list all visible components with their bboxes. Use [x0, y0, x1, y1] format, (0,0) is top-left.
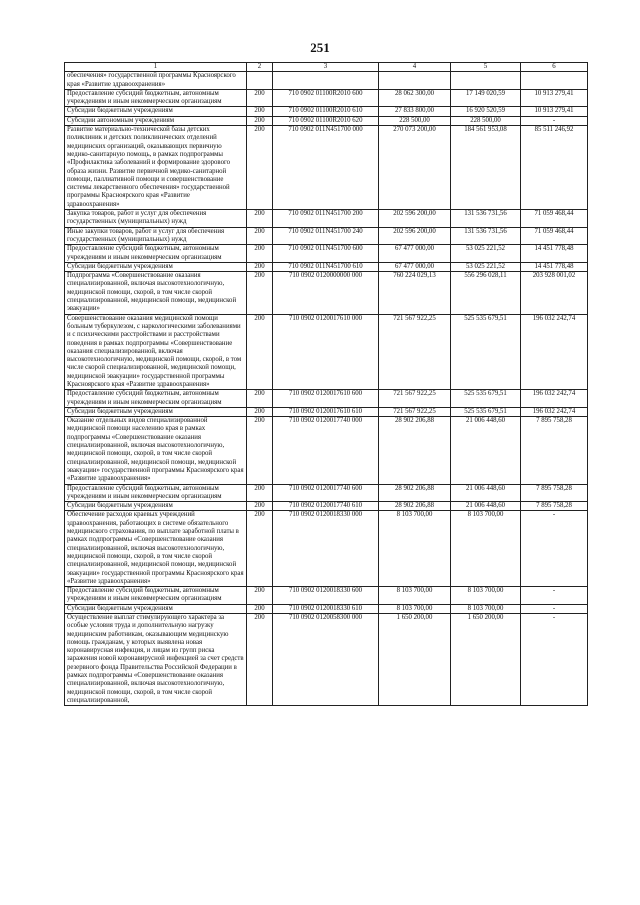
table-row — [65, 89, 588, 107]
row-remaining-amount — [521, 72, 588, 90]
row-code: 200 — [247, 227, 273, 245]
row-classification: 710 0902 0120017610 000 — [273, 314, 379, 390]
row-classification: 710 0902 011N451700 610 — [273, 262, 379, 271]
row-name: Субсидии бюджетным учреждениям — [65, 107, 247, 116]
row-code: 200 — [247, 407, 273, 416]
row-classification — [273, 72, 379, 90]
row-executed-amount: 525 535 679,51 — [451, 390, 521, 408]
row-planned-amount: 202 596 200,00 — [379, 210, 451, 228]
row-name: Предоставление субсидий бюджетным, автономным учреждениям и иным некоммерческим организациям — [65, 587, 247, 605]
column-header: 5 — [451, 63, 521, 72]
row-planned-amount — [379, 72, 451, 90]
row-remaining-amount: 10 913 279,41 — [521, 89, 588, 107]
row-code: 200 — [247, 604, 273, 613]
row-classification: 710 0902 011N451700 200 — [273, 210, 379, 228]
row-name: Субсидии бюджетным учреждениям — [65, 262, 247, 271]
row-code: 200 — [247, 502, 273, 511]
row-name: Предоставление субсидий бюджетным, автономным учреждениям и иным некоммерческим организациям — [65, 484, 247, 502]
row-code: 200 — [247, 89, 273, 107]
row-planned-amount: 8 103 700,00 — [379, 511, 451, 587]
column-header: 1 — [65, 63, 247, 72]
budget-table — [64, 62, 588, 706]
row-classification: 710 0902 0120018330 610 — [273, 604, 379, 613]
row-classification: 710 0902 0120017610 600 — [273, 390, 379, 408]
row-remaining-amount: 14 451 778,48 — [521, 245, 588, 263]
row-code: 200 — [247, 587, 273, 605]
row-code: 200 — [247, 245, 273, 263]
row-remaining-amount: - — [521, 604, 588, 613]
row-name: Предоставление субсидий бюджетным, автономным учреждениям и иным некоммерческим организациям — [65, 89, 247, 107]
table-row — [65, 407, 588, 416]
row-classification: 710 0902 01100R2010 610 — [273, 107, 379, 116]
row-planned-amount: 228 500,00 — [379, 116, 451, 125]
row-code: 200 — [247, 262, 273, 271]
row-planned-amount: 67 477 000,00 — [379, 262, 451, 271]
row-planned-amount: 8 103 700,00 — [379, 604, 451, 613]
row-remaining-amount: - — [521, 511, 588, 587]
row-planned-amount: 67 477 000,00 — [379, 245, 451, 263]
row-executed-amount — [451, 72, 521, 90]
table-row — [65, 417, 588, 484]
row-executed-amount: 131 536 731,56 — [451, 227, 521, 245]
row-remaining-amount: 196 032 242,74 — [521, 407, 588, 416]
table-row — [65, 502, 588, 511]
row-name: Субсидии бюджетным учреждениям — [65, 407, 247, 416]
row-planned-amount: 721 567 922,25 — [379, 390, 451, 408]
table-row — [65, 126, 588, 210]
row-code: 200 — [247, 511, 273, 587]
row-executed-amount: 184 561 953,08 — [451, 126, 521, 210]
row-code: 200 — [247, 614, 273, 706]
row-code: 200 — [247, 314, 273, 390]
row-code: 200 — [247, 390, 273, 408]
table-row — [65, 587, 588, 605]
row-remaining-amount: 196 032 242,74 — [521, 314, 588, 390]
row-remaining-amount: 71 059 468,44 — [521, 210, 588, 228]
row-planned-amount: 202 596 200,00 — [379, 227, 451, 245]
row-remaining-amount: 203 928 001,02 — [521, 272, 588, 314]
row-classification: 710 0902 0120000000 000 — [273, 272, 379, 314]
row-code: 200 — [247, 116, 273, 125]
row-executed-amount: 8 103 700,00 — [451, 511, 521, 587]
row-remaining-amount: 7 895 758,28 — [521, 417, 588, 484]
row-planned-amount: 721 567 922,25 — [379, 407, 451, 416]
row-classification: 710 0902 011N451700 240 — [273, 227, 379, 245]
row-classification: 710 0902 011N451700 000 — [273, 126, 379, 210]
row-name: Развитие материально-технической базы детских поликлиник и детских поликлинических отделений медицинских организаций, оказывающих первичную медико-санитарную помощь, в рамках подпрограммы «Профилактика заболеваний и формирование здорового образа жизни. Развитие первичной медико-санитарной помощи, паллиативной помощи и совершенствование системы лекарственного обеспечения» государственной программы Красноярского края «Развитие здравоохранения» — [65, 126, 247, 210]
row-planned-amount: 28 062 300,00 — [379, 89, 451, 107]
row-classification: 710 0902 0120058300 000 — [273, 614, 379, 706]
table-row — [65, 314, 588, 390]
row-name: Оказание отдельных видов специализированной медицинской помощи населению края в рамках подпрограммы «Совершенствование оказания специализированной, включая высокотехнологичную, медицинской помощи, скорой, в том числе скорой специализированной, медицинской помощи, медицинской эвакуации» государственной программы Красноярского края «Развитие здравоохранения» — [65, 417, 247, 484]
table-row — [65, 390, 588, 408]
table-row — [65, 262, 588, 271]
table-row — [65, 116, 588, 125]
column-header: 6 — [521, 63, 588, 72]
row-planned-amount: 27 833 800,00 — [379, 107, 451, 116]
row-classification: 710 0902 01100R2010 620 — [273, 116, 379, 125]
row-name: обеспечения» государственной программы Красноярского края «Развитие здравоохранения» — [65, 72, 247, 90]
row-executed-amount: 8 103 700,00 — [451, 604, 521, 613]
row-classification: 710 0902 0120017610 610 — [273, 407, 379, 416]
page-number: 251 — [310, 40, 330, 55]
row-executed-amount: 8 103 700,00 — [451, 587, 521, 605]
table-row — [65, 511, 588, 587]
row-code: 200 — [247, 272, 273, 314]
row-remaining-amount: 196 032 242,74 — [521, 390, 588, 408]
row-remaining-amount: 85 511 246,92 — [521, 126, 588, 210]
row-classification: 710 0902 0120017740 600 — [273, 484, 379, 502]
row-remaining-amount: 10 913 279,41 — [521, 107, 588, 116]
row-executed-amount: 556 296 028,11 — [451, 272, 521, 314]
row-name: Подпрограмма «Совершенствование оказания специализированной, включая высокотехнологичную, медицинской помощи, скорой, в том числе скорой специализированной, медицинской помощи, медицинской эвакуации» — [65, 272, 247, 314]
row-classification: 710 0902 01100R2010 600 — [273, 89, 379, 107]
row-planned-amount: 8 103 700,00 — [379, 587, 451, 605]
row-name: Иные закупки товаров, работ и услуг для обеспечения государственных (муниципальных) нужд — [65, 227, 247, 245]
row-remaining-amount: - — [521, 587, 588, 605]
row-remaining-amount: - — [521, 116, 588, 125]
row-executed-amount: 21 006 448,60 — [451, 484, 521, 502]
row-planned-amount: 1 650 200,00 — [379, 614, 451, 706]
row-code: 200 — [247, 126, 273, 210]
row-executed-amount: 131 536 731,56 — [451, 210, 521, 228]
row-remaining-amount: 71 059 468,44 — [521, 227, 588, 245]
row-classification: 710 0902 0120017740 610 — [273, 502, 379, 511]
column-header: 3 — [273, 63, 379, 72]
table-row — [65, 245, 588, 263]
row-remaining-amount: 7 895 758,28 — [521, 502, 588, 511]
table-row — [65, 604, 588, 613]
row-code: 200 — [247, 484, 273, 502]
row-planned-amount: 28 902 206,88 — [379, 502, 451, 511]
row-code — [247, 72, 273, 90]
row-executed-amount: 228 500,00 — [451, 116, 521, 125]
row-code: 200 — [247, 107, 273, 116]
row-name: Субсидии бюджетным учреждениям — [65, 502, 247, 511]
row-remaining-amount: 14 451 778,48 — [521, 262, 588, 271]
row-planned-amount: 28 902 206,88 — [379, 417, 451, 484]
table-row — [65, 614, 588, 706]
row-executed-amount: 525 535 679,51 — [451, 314, 521, 390]
table-header-row — [65, 63, 588, 72]
table-row — [65, 272, 588, 314]
row-planned-amount: 721 567 922,25 — [379, 314, 451, 390]
row-executed-amount: 1 650 200,00 — [451, 614, 521, 706]
table-row — [65, 210, 588, 228]
table-row — [65, 107, 588, 116]
row-name: Совершенствование оказания медицинской помощи больным туберкулезом, с наркологическими заболеваниями и с психическими расстройствами и расстройствами поведения в рамках подпрограммы «Совершенствование оказания специализированной, включая высокотехнологичную, медицинской помощи, скорой, в том числе скорой специализированной, медицинской помощи, медицинской эвакуации» государственной программы Красноярского края «Развитие здравоохранения» — [65, 314, 247, 390]
row-name: Обеспечение расходов краевых учреждений здравоохранения, работающих в системе обязательного медицинского страхования, по выплате заработной платы в рамках подпрограммы «Совершенствование оказания специализированной, включая высокотехнологичную, медицинской помощи, скорой, в том числе скорой специализированной, медицинской помощи, медицинской эвакуации» государственной программы Красноярского края «Развитие здравоохранения» — [65, 511, 247, 587]
row-executed-amount: 53 025 221,52 — [451, 245, 521, 263]
row-executed-amount: 525 535 679,51 — [451, 407, 521, 416]
row-executed-amount: 16 920 520,59 — [451, 107, 521, 116]
row-planned-amount: 28 902 206,88 — [379, 484, 451, 502]
row-executed-amount: 17 149 020,59 — [451, 89, 521, 107]
row-executed-amount: 53 025 221,52 — [451, 262, 521, 271]
row-remaining-amount: 7 895 758,28 — [521, 484, 588, 502]
row-classification: 710 0902 0120018330 600 — [273, 587, 379, 605]
row-executed-amount: 21 006 448,60 — [451, 417, 521, 484]
row-name: Закупка товаров, работ и услуг для обеспечения государственных (муниципальных) нужд — [65, 210, 247, 228]
row-name: Предоставление субсидий бюджетным, автономным учреждениям и иным некоммерческим организациям — [65, 245, 247, 263]
row-name: Осуществление выплат стимулирующего характера за особые условия труда и дополнительную нагрузку медицинским работникам, оказывающим медицинскую помощь гражданам, у которых выявлена новая коронавирусная инфекция, и лицам из групп риска заражения новой коронавирусной инфекцией за счет средств резервного фонда Правительства Российской Федерации в рамках подпрограммы «Совершенствование оказания специализированной, включая высокотехнологичную, медицинской помощи, скорой, в том числе скорой специализированной, — [65, 614, 247, 706]
row-executed-amount: 21 006 448,60 — [451, 502, 521, 511]
row-classification: 710 0902 0120017740 000 — [273, 417, 379, 484]
table-row — [65, 227, 588, 245]
row-planned-amount: 270 073 200,00 — [379, 126, 451, 210]
row-code: 200 — [247, 417, 273, 484]
row-name: Субсидии автономным учреждениям — [65, 116, 247, 125]
row-name: Предоставление субсидий бюджетным, автономным учреждениям и иным некоммерческим организациям — [65, 390, 247, 408]
row-planned-amount: 760 224 029,13 — [379, 272, 451, 314]
table-row — [65, 72, 588, 90]
row-classification: 710 0902 011N451700 600 — [273, 245, 379, 263]
column-header: 2 — [247, 63, 273, 72]
row-classification: 710 0902 0120018330 000 — [273, 511, 379, 587]
row-name: Субсидии бюджетным учреждениям — [65, 604, 247, 613]
row-remaining-amount: - — [521, 614, 588, 706]
row-code: 200 — [247, 210, 273, 228]
table-row — [65, 484, 588, 502]
column-header: 4 — [379, 63, 451, 72]
